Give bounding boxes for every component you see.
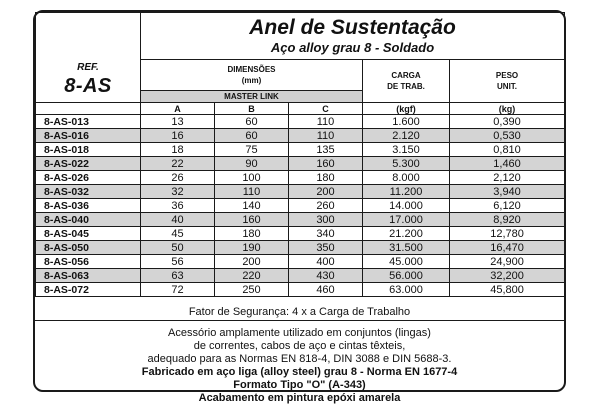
a-cell: 22 <box>141 157 215 171</box>
spec-table <box>35 12 565 297</box>
load-cell: 17.000 <box>363 213 450 227</box>
load-cell: 56.000 <box>363 269 450 283</box>
c-cell: 180 <box>289 171 363 185</box>
load-cell: 3.150 <box>363 143 450 157</box>
description-line-1: Acessório amplamente utilizado em conjuntos (lingas) <box>168 327 431 339</box>
ref-cell: 8-AS-036 <box>36 199 141 213</box>
load-cell: 2.120 <box>363 129 450 143</box>
b-cell: 90 <box>215 157 289 171</box>
col-c-header: C <box>289 103 363 115</box>
footer <box>35 306 564 405</box>
c-cell: 135 <box>289 143 363 157</box>
table-row <box>36 185 565 199</box>
load-label-2: DE TRAB. <box>387 82 425 91</box>
weight-cell: 8,920 <box>450 213 565 227</box>
finish-note: Acabamento em pintura epóxi amarela <box>198 392 401 404</box>
table-row <box>36 227 565 241</box>
weight-cell: 0,530 <box>450 129 565 143</box>
b-cell: 200 <box>215 255 289 269</box>
table-row <box>36 269 565 283</box>
a-cell: 40 <box>141 213 215 227</box>
table-row <box>36 199 565 213</box>
a-cell: 13 <box>141 115 215 129</box>
spec-sheet <box>33 10 566 404</box>
c-cell: 200 <box>289 185 363 199</box>
a-cell: 56 <box>141 255 215 269</box>
load-cell: 5.300 <box>363 157 450 171</box>
table-row <box>36 283 565 297</box>
safety-factor: Fator de Segurança: 4 x a Carga de Trabalho <box>35 306 564 321</box>
weight-label-1: PESO <box>495 71 519 80</box>
table-row <box>36 157 565 171</box>
b-cell: 190 <box>215 241 289 255</box>
c-cell: 350 <box>289 241 363 255</box>
a-cell: 26 <box>141 171 215 185</box>
b-cell: 60 <box>215 115 289 129</box>
weight-cell: 45,800 <box>450 283 565 297</box>
table-body <box>36 115 565 297</box>
description-line-2: de correntes, cabos de aço e cintas têxteis, <box>193 340 406 352</box>
ref-cell: 8-AS-032 <box>36 185 141 199</box>
load-cell: 11.200 <box>363 185 450 199</box>
load-cell: 45.000 <box>363 255 450 269</box>
load-cell: 1.600 <box>363 115 450 129</box>
dimensions-label: DIMENSÕES <box>227 65 276 74</box>
title-cell <box>141 13 565 60</box>
dimensions-header <box>141 60 363 91</box>
b-cell: 60 <box>215 129 289 143</box>
c-cell: 460 <box>289 283 363 297</box>
load-unit: (kgf) <box>363 103 450 115</box>
material-note: Fabricado em aço liga (alloy steel) grau 8 - Norma EN 1677-4 <box>141 366 458 378</box>
c-cell: 260 <box>289 199 363 213</box>
b-cell: 75 <box>215 143 289 157</box>
b-cell: 140 <box>215 199 289 213</box>
c-cell: 110 <box>289 115 363 129</box>
weight-cell: 16,470 <box>450 241 565 255</box>
dimensions-unit: (mm) <box>241 76 262 85</box>
a-cell: 18 <box>141 143 215 157</box>
b-cell: 250 <box>215 283 289 297</box>
weight-label-2: UNIT. <box>497 82 518 91</box>
ref-label: REF. <box>77 62 99 73</box>
weight-cell: 0,810 <box>450 143 565 157</box>
a-cell: 50 <box>141 241 215 255</box>
ref-cell: 8-AS-016 <box>36 129 141 143</box>
weight-cell: 1,460 <box>450 157 565 171</box>
empty-subheader <box>36 103 141 115</box>
page-title: Anel de Sustentação <box>249 16 456 39</box>
weight-cell: 24,900 <box>450 255 565 269</box>
a-cell: 32 <box>141 185 215 199</box>
page-subtitle: Aço alloy grau 8 - Soldado <box>270 40 435 55</box>
format-note: Formato Tipo "O" (A-343) <box>233 379 366 391</box>
c-cell: 340 <box>289 227 363 241</box>
load-label-1: CARGA <box>391 71 421 80</box>
b-cell: 110 <box>215 185 289 199</box>
a-cell: 45 <box>141 227 215 241</box>
c-cell: 110 <box>289 129 363 143</box>
b-cell: 100 <box>215 171 289 185</box>
ref-cell: 8-AS-050 <box>36 241 141 255</box>
table-row <box>36 241 565 255</box>
b-cell: 220 <box>215 269 289 283</box>
ref-header-cell <box>36 13 141 103</box>
weight-unit: (kg) <box>450 103 565 115</box>
table-row <box>36 143 565 157</box>
load-header <box>363 60 450 103</box>
c-cell: 300 <box>289 213 363 227</box>
col-b-header: B <box>215 103 289 115</box>
description-line-3: adequado para as Normas EN 818-4, DIN 3088 e DIN 5688-3. <box>147 353 452 365</box>
table-row <box>36 129 565 143</box>
a-cell: 36 <box>141 199 215 213</box>
ref-cell: 8-AS-072 <box>36 283 141 297</box>
load-cell: 14.000 <box>363 199 450 213</box>
b-cell: 160 <box>215 213 289 227</box>
weight-cell: 2,120 <box>450 171 565 185</box>
c-cell: 400 <box>289 255 363 269</box>
table-row <box>36 115 565 129</box>
load-cell: 21.200 <box>363 227 450 241</box>
table-row <box>36 255 565 269</box>
ref-cell: 8-AS-045 <box>36 227 141 241</box>
ref-cell: 8-AS-063 <box>36 269 141 283</box>
c-cell: 160 <box>289 157 363 171</box>
load-cell: 31.500 <box>363 241 450 255</box>
weight-cell: 32,200 <box>450 269 565 283</box>
weight-cell: 12,780 <box>450 227 565 241</box>
c-cell: 430 <box>289 269 363 283</box>
ref-cell: 8-AS-022 <box>36 157 141 171</box>
master-link-header: MASTER LINK <box>141 91 363 103</box>
a-cell: 72 <box>141 283 215 297</box>
a-cell: 63 <box>141 269 215 283</box>
ref-code: 8-AS <box>64 75 112 97</box>
ref-cell: 8-AS-013 <box>36 115 141 129</box>
weight-cell: 6,120 <box>450 199 565 213</box>
b-cell: 180 <box>215 227 289 241</box>
ref-cell: 8-AS-056 <box>36 255 141 269</box>
ref-cell: 8-AS-018 <box>36 143 141 157</box>
weight-cell: 0,390 <box>450 115 565 129</box>
weight-cell: 3,940 <box>450 185 565 199</box>
load-cell: 63.000 <box>363 283 450 297</box>
col-a-header: A <box>141 103 215 115</box>
ref-cell: 8-AS-026 <box>36 171 141 185</box>
table-row <box>36 171 565 185</box>
a-cell: 16 <box>141 129 215 143</box>
table-row <box>36 213 565 227</box>
ref-cell: 8-AS-040 <box>36 213 141 227</box>
load-cell: 8.000 <box>363 171 450 185</box>
weight-header <box>450 60 565 103</box>
